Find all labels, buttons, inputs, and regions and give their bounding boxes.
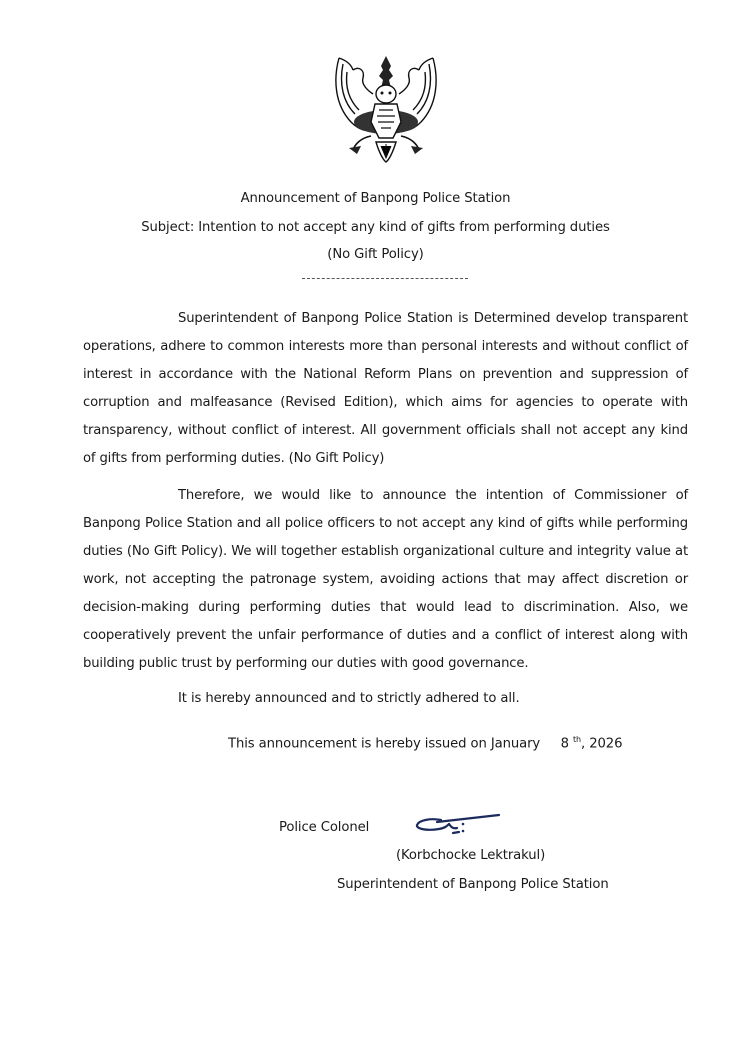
signatory-position: Superintendent of Banpong Police Station <box>337 877 609 892</box>
body-paragraph-1: Superintendent of Banpong Police Station is Determined develop transparent operations, adhere to common interests more than personal interests and without conflict of interest in accordance with the National Reform Plans on prevention and suppression of corruption and malfeasance (Revised Edition), which aims for agencies to operate with transparency, without conflict of interest. All government officials shall not accept any kind of gifts from performing duties. (No Gift Policy) <box>83 311 688 466</box>
signatory-name: (Korbchocke Lektrakul) <box>396 848 546 863</box>
issued-day: 8 <box>560 736 569 752</box>
document-title: Announcement of Banpong Police Station <box>240 191 511 206</box>
issued-day-suffix: th <box>573 735 582 744</box>
header-divider <box>302 278 468 279</box>
issued-date <box>228 735 622 751</box>
document-subtitle: (No Gift Policy) <box>327 247 424 262</box>
signatory-rank: Police Colonel <box>279 820 370 835</box>
garuda-emblem-icon <box>331 50 441 165</box>
issued-year: , 2026 <box>581 736 623 752</box>
closing-statement: It is hereby announced and to strictly adhered to all. <box>178 691 520 706</box>
document-subject: Subject: Intention to not accept any kind of gifts from performing duties <box>141 220 610 235</box>
signature-icon <box>413 812 503 838</box>
body-paragraph-2: Therefore, we would like to announce the intention of Commissioner of Banpong Police Station and all police officers to not accept any kind of gifts while performing duties (No Gift Policy). We will together establish organizational culture and integrity value at work, not accepting the patronage system, avoiding actions that may affect discretion or decision-making during performing duties that would lead to discrimination. Also, we cooperatively prevent the unfair performance of duties and a conflict of interest along with building public trust by performing our duties with good governance. <box>83 488 688 671</box>
issued-prefix: This announcement is hereby issued on January <box>228 736 541 752</box>
